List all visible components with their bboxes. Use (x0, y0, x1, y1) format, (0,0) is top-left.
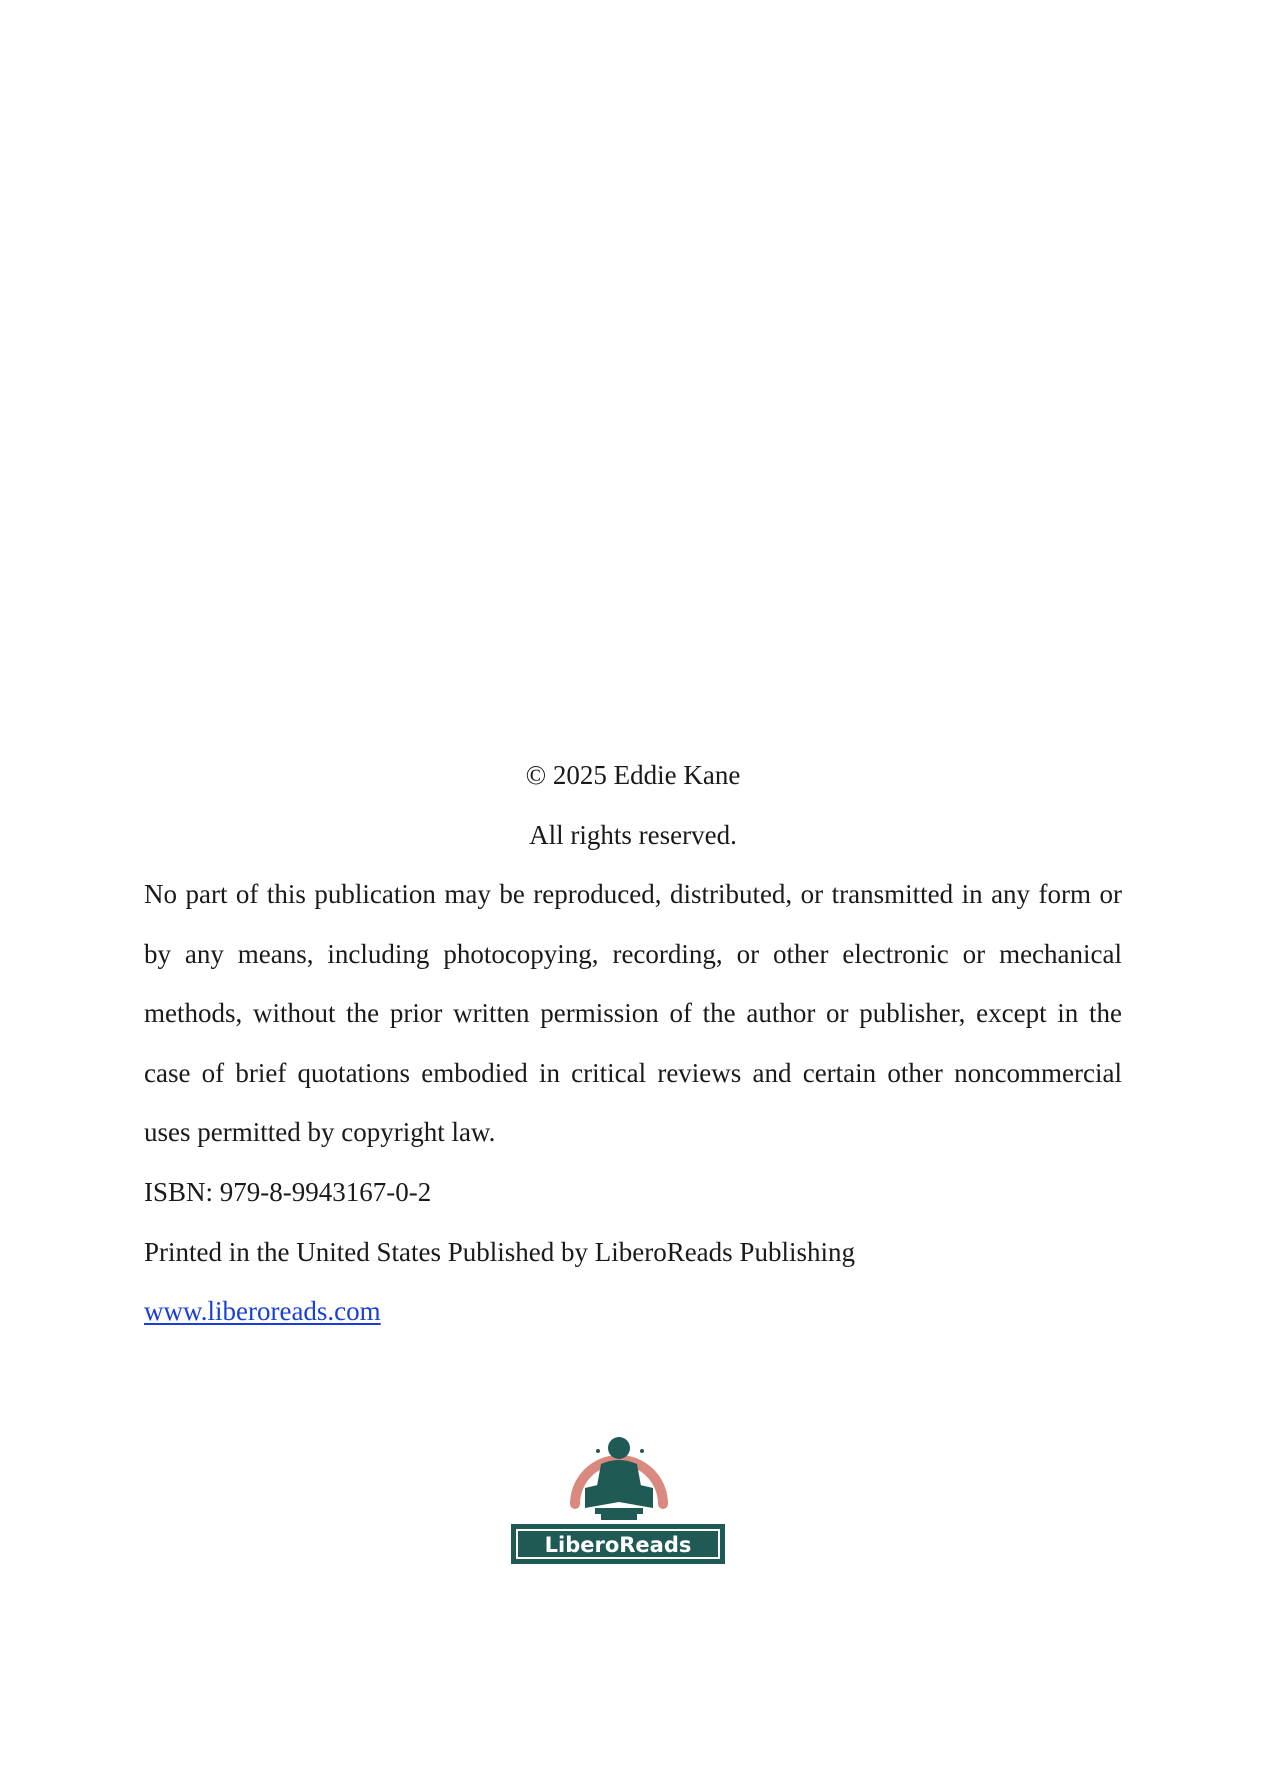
copyright-page (144, 745, 1122, 1342)
rights-paragraph: No part of this publication may be reproduced, distributed, or transmitted in any form or by any means, including photocopying, recording, or other electronic or mechanical methods, without the prior written permission of the author or publisher, except in the case of brief quotations embodied in critical reviews and certain other noncommercial uses permitted by copyright law. (144, 879, 1122, 1148)
logo-wordmark: LiberoReads (544, 1533, 692, 1557)
printed-publisher-line: Printed in the United States Published by LiberoReads Publishing (144, 1236, 855, 1267)
rights-reserved: All rights reserved. (529, 820, 737, 850)
liberoreads-logo (505, 1412, 731, 1564)
copyright-notice: © 2025 Eddie Kane (525, 760, 741, 790)
isbn: ISBN: 979-8-9943167-0-2 (144, 1176, 432, 1207)
website-link[interactable]: www.liberoreads.com (144, 1296, 381, 1327)
